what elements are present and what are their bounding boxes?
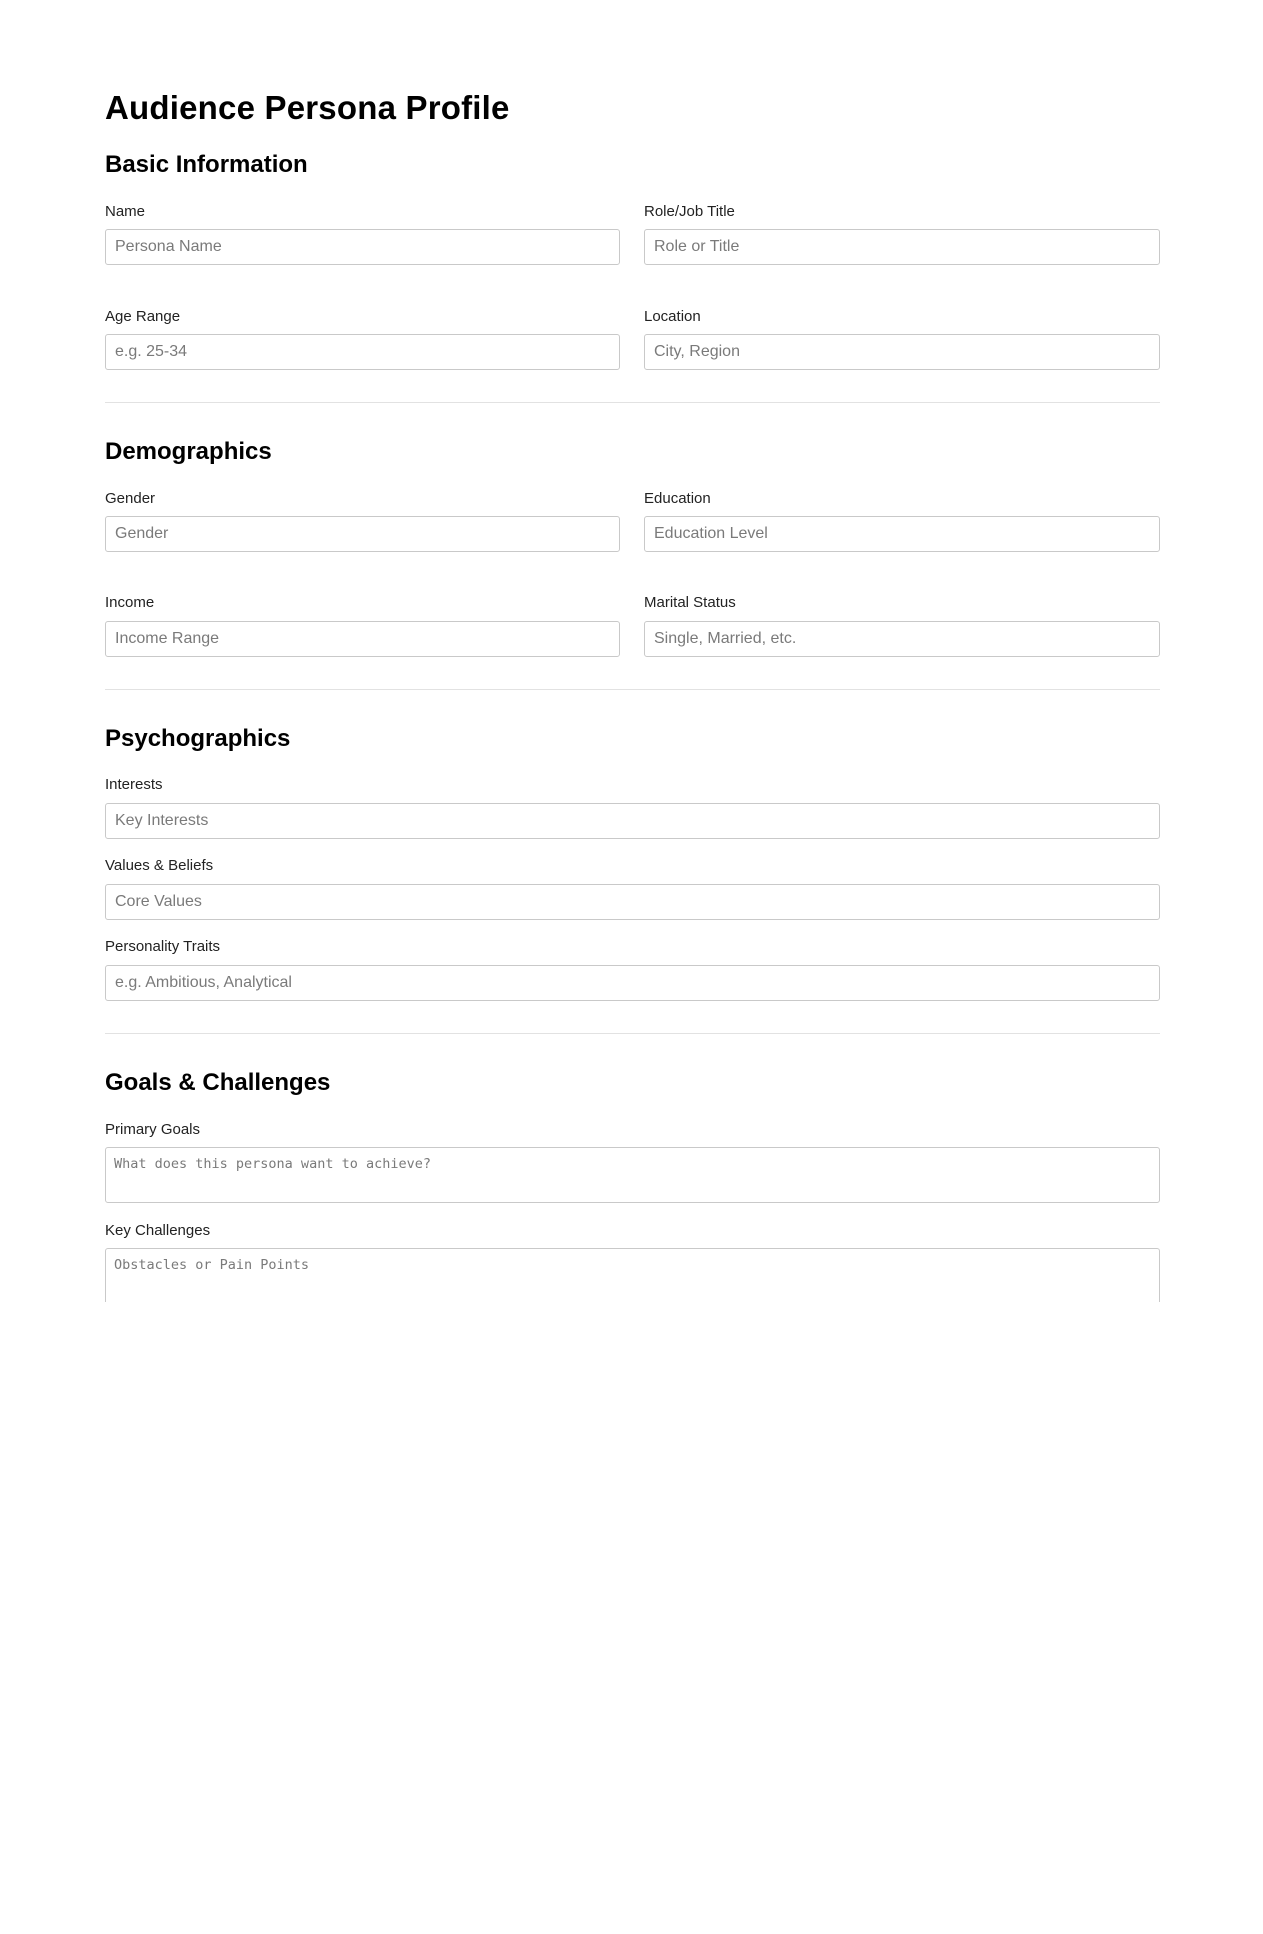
marital-status-input[interactable] xyxy=(644,621,1160,657)
gender-label: Gender xyxy=(105,490,156,507)
values-beliefs-input[interactable] xyxy=(105,884,1160,920)
role-label: Role/Job Title xyxy=(644,203,735,220)
education-label: Education xyxy=(644,490,711,507)
section-title-basic-information: Basic Information xyxy=(105,151,308,178)
page-title: Audience Persona Profile xyxy=(105,89,510,126)
name-input[interactable] xyxy=(105,229,620,265)
age-range-label: Age Range xyxy=(105,308,181,325)
gender-input[interactable] xyxy=(105,516,620,552)
primary-goals-textarea[interactable] xyxy=(105,1147,1160,1203)
key-challenges-textarea[interactable] xyxy=(105,1248,1160,1302)
location-input[interactable] xyxy=(644,334,1160,370)
section-title-goals-challenges: Goals & Challenges xyxy=(105,1069,331,1096)
age-range-input[interactable] xyxy=(105,334,620,370)
interests-label: Interests xyxy=(105,776,163,793)
section-divider xyxy=(105,1033,1160,1034)
role-input[interactable] xyxy=(644,229,1160,265)
section-title-psychographics: Psychographics xyxy=(105,725,291,752)
name-label: Name xyxy=(105,203,146,220)
income-label: Income xyxy=(105,594,155,611)
primary-goals-label: Primary Goals xyxy=(105,1121,201,1138)
values-beliefs-label: Values & Beliefs xyxy=(105,857,214,874)
key-challenges-label: Key Challenges xyxy=(105,1222,211,1239)
interests-input[interactable] xyxy=(105,803,1160,839)
section-divider xyxy=(105,402,1160,403)
education-input[interactable] xyxy=(644,516,1160,552)
personality-traits-label: Personality Traits xyxy=(105,938,221,955)
section-divider xyxy=(105,689,1160,690)
section-title-demographics: Demographics xyxy=(105,438,272,465)
marital-status-label: Marital Status xyxy=(644,594,736,611)
location-label: Location xyxy=(644,308,701,325)
personality-traits-input[interactable] xyxy=(105,965,1160,1001)
income-input[interactable] xyxy=(105,621,620,657)
